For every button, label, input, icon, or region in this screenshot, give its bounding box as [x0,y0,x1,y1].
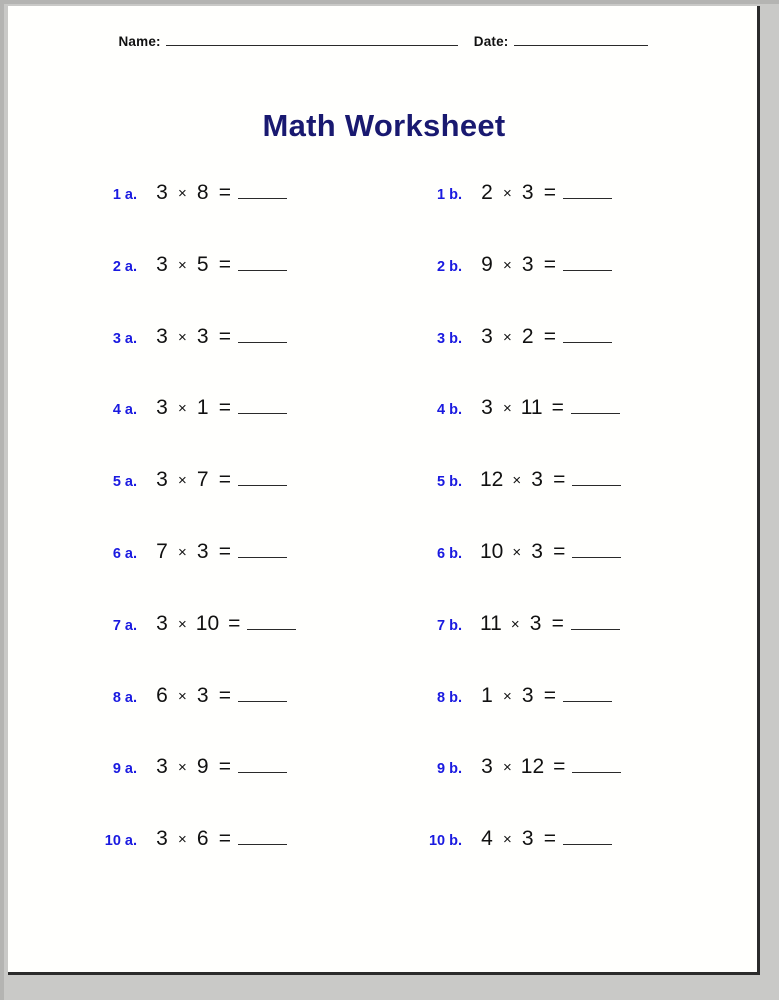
problem-expression [155,178,287,209]
operand-left: 10 [480,539,504,563]
answer-blank[interactable] [238,686,287,702]
problem-label: 9 a. [112,761,137,778]
equals-sign: = [553,468,566,492]
operand-right: 6 [196,827,209,851]
operand-left: 3 [156,468,168,492]
problem-label: 8 a. [112,689,137,706]
page-title: Math Worksheet [262,108,506,143]
problems-grid [8,178,760,896]
problem-label: 2 b. [437,258,462,275]
problem-expression [480,465,621,496]
problem-2a [81,250,287,280]
worksheet-page [8,6,760,975]
operand-left: 6 [156,683,168,707]
problem-row [8,322,760,394]
multiplication-icon: × [512,543,522,561]
answer-blank[interactable] [238,327,287,343]
problem-row [8,465,760,537]
operand-left: 3 [156,827,168,851]
problem-label: 8 b. [437,689,462,706]
problem-label: 1 a. [112,187,137,203]
problem-expression [480,824,612,855]
problem-row [8,681,760,753]
answer-blank[interactable] [238,757,287,773]
answer-blank[interactable] [563,829,612,845]
operand-right: 2 [521,324,534,348]
problem-expression [480,681,612,712]
operand-left: 3 [481,396,493,420]
equals-sign: = [543,683,557,707]
multiplication-icon: × [512,472,522,490]
problem-4b [406,393,620,423]
multiplication-icon: × [178,759,187,777]
answer-blank[interactable] [238,183,287,199]
problem-6b [406,537,621,567]
equals-sign: = [218,755,232,779]
problem-expression [480,609,620,640]
problem-label: 10 b. [428,833,462,850]
operand-right: 3 [521,181,534,204]
problem-3b [406,322,612,352]
equals-sign: = [551,396,564,420]
problem-5b [406,465,621,495]
operand-right: 12 [520,755,545,779]
equals-sign: = [218,252,232,276]
operand-right: 3 [531,468,543,492]
problem-label: 9 b. [437,761,462,778]
operand-right: 5 [196,252,209,276]
problem-8a [81,681,287,711]
operand-right: 3 [531,539,543,563]
multiplication-icon: × [178,831,187,849]
operand-left: 7 [156,539,168,563]
problem-label: 7 a. [112,617,137,634]
operand-right: 3 [196,539,209,563]
answer-blank[interactable] [563,255,612,271]
operand-right: 7 [196,468,209,492]
multiplication-icon: × [503,759,512,777]
operand-left: 3 [156,755,168,779]
problem-9b [406,752,621,782]
equals-sign: = [543,324,557,348]
equals-sign: = [553,755,566,779]
problem-7a [81,609,296,639]
multiplication-icon: × [503,831,512,849]
operand-left: 3 [481,324,493,348]
multiplication-icon: × [178,472,187,490]
problem-label: 10 a. [104,833,137,850]
operand-right: 3 [196,324,209,348]
multiplication-icon: × [503,687,512,705]
answer-blank[interactable] [247,614,296,630]
equals-sign: = [218,181,232,204]
problem-expression [480,250,612,281]
answer-blank[interactable] [238,470,287,486]
problem-label: 3 b. [437,330,462,347]
operand-left: 4 [481,827,493,851]
answer-blank[interactable] [572,757,621,773]
problem-6a [81,537,287,567]
problem-expression [480,322,612,353]
problem-5a [81,465,287,495]
problem-row [8,178,760,250]
equals-sign: = [218,468,232,492]
equals-sign: = [543,181,557,204]
multiplication-icon: × [178,400,187,418]
equals-sign: = [218,324,232,348]
operand-left: 3 [156,324,168,348]
problem-expression [155,681,287,712]
answer-blank[interactable] [238,829,287,845]
problem-expression [155,752,287,783]
problem-10b [406,824,612,854]
problem-row [8,824,760,896]
operand-left: 3 [156,611,168,635]
equals-sign: = [218,827,232,851]
equals-sign: = [218,396,232,420]
problem-expression [155,609,296,640]
problem-expression [155,824,287,855]
operand-right: 11 [520,396,543,420]
answer-blank[interactable] [238,398,287,414]
operand-right: 8 [196,181,209,204]
problem-3a [81,322,287,352]
problem-label: 5 a. [112,474,137,491]
problem-label: 6 a. [112,545,137,562]
problem-label: 4 a. [112,402,137,419]
problem-row [8,393,760,465]
operand-right: 10 [195,611,220,635]
answer-blank[interactable] [572,542,621,558]
operand-left: 1 [481,683,493,707]
multiplication-icon: × [178,687,187,705]
problem-7b [406,609,620,639]
operand-right: 3 [521,252,534,276]
problem-expression [480,537,621,568]
answer-blank[interactable] [571,398,620,414]
name-input-line[interactable] [166,34,458,46]
operand-left: 2 [481,181,493,204]
problem-expression [480,393,620,424]
operand-left: 3 [156,252,168,276]
date-input-line[interactable] [514,34,648,46]
answer-blank[interactable] [238,542,287,558]
answer-blank[interactable] [238,255,287,271]
answer-blank[interactable] [563,327,612,343]
multiplication-icon: × [178,185,187,202]
problem-expression [155,465,287,496]
operand-left: 3 [156,181,168,204]
equals-sign: = [543,827,557,851]
problem-label: 2 a. [112,258,137,275]
multiplication-icon: × [503,185,512,202]
student-info-header [8,34,760,49]
equals-sign: = [553,539,566,563]
multiplication-icon: × [503,256,512,274]
problem-expression [155,250,287,281]
operand-left: 9 [481,252,493,276]
operand-right: 3 [196,683,209,707]
operand-left: 12 [480,468,504,492]
operand-left: 11 [480,611,502,635]
operand-left: 3 [156,396,168,420]
problem-expression [480,752,621,783]
operand-right: 3 [521,683,534,707]
equals-sign: = [218,539,232,563]
multiplication-icon: × [503,400,512,418]
operand-right: 9 [196,755,209,779]
equals-sign: = [228,611,241,635]
equals-sign: = [551,611,564,635]
multiplication-icon: × [178,543,187,561]
problem-10a [81,824,287,854]
date-label: Date: [473,34,509,49]
problem-label: 7 b. [437,617,462,634]
problem-expression [155,393,287,424]
problem-label: 3 a. [112,330,137,347]
problem-1b [406,178,612,208]
problem-row [8,609,760,681]
answer-blank[interactable] [563,686,612,702]
answer-blank[interactable] [563,183,612,199]
name-label: Name: [118,34,161,49]
problem-1a [81,178,287,208]
problem-4a [81,393,287,423]
answer-blank[interactable] [572,470,621,486]
operand-right: 1 [196,396,209,420]
problem-2b [406,250,612,280]
problem-row [8,537,760,609]
operand-left: 3 [481,755,493,779]
problem-label: 6 b. [437,545,462,562]
problem-8b [406,681,612,711]
problem-expression [155,322,287,353]
problem-expression [155,537,287,568]
multiplication-icon: × [503,328,512,346]
operand-right: 3 [521,827,534,851]
problem-label: 4 b. [437,402,462,419]
multiplication-icon: × [178,328,187,346]
multiplication-icon: × [178,256,187,274]
multiplication-icon: × [510,615,520,633]
equals-sign: = [218,683,232,707]
operand-right: 3 [529,611,542,635]
multiplication-icon: × [178,615,187,633]
problem-label: 1 b. [437,187,462,203]
problem-row [8,752,760,824]
problem-9a [81,752,287,782]
equals-sign: = [543,252,557,276]
answer-blank[interactable] [571,614,620,630]
problem-expression [480,178,612,209]
problem-row [8,250,760,322]
problem-label: 5 b. [437,474,462,491]
